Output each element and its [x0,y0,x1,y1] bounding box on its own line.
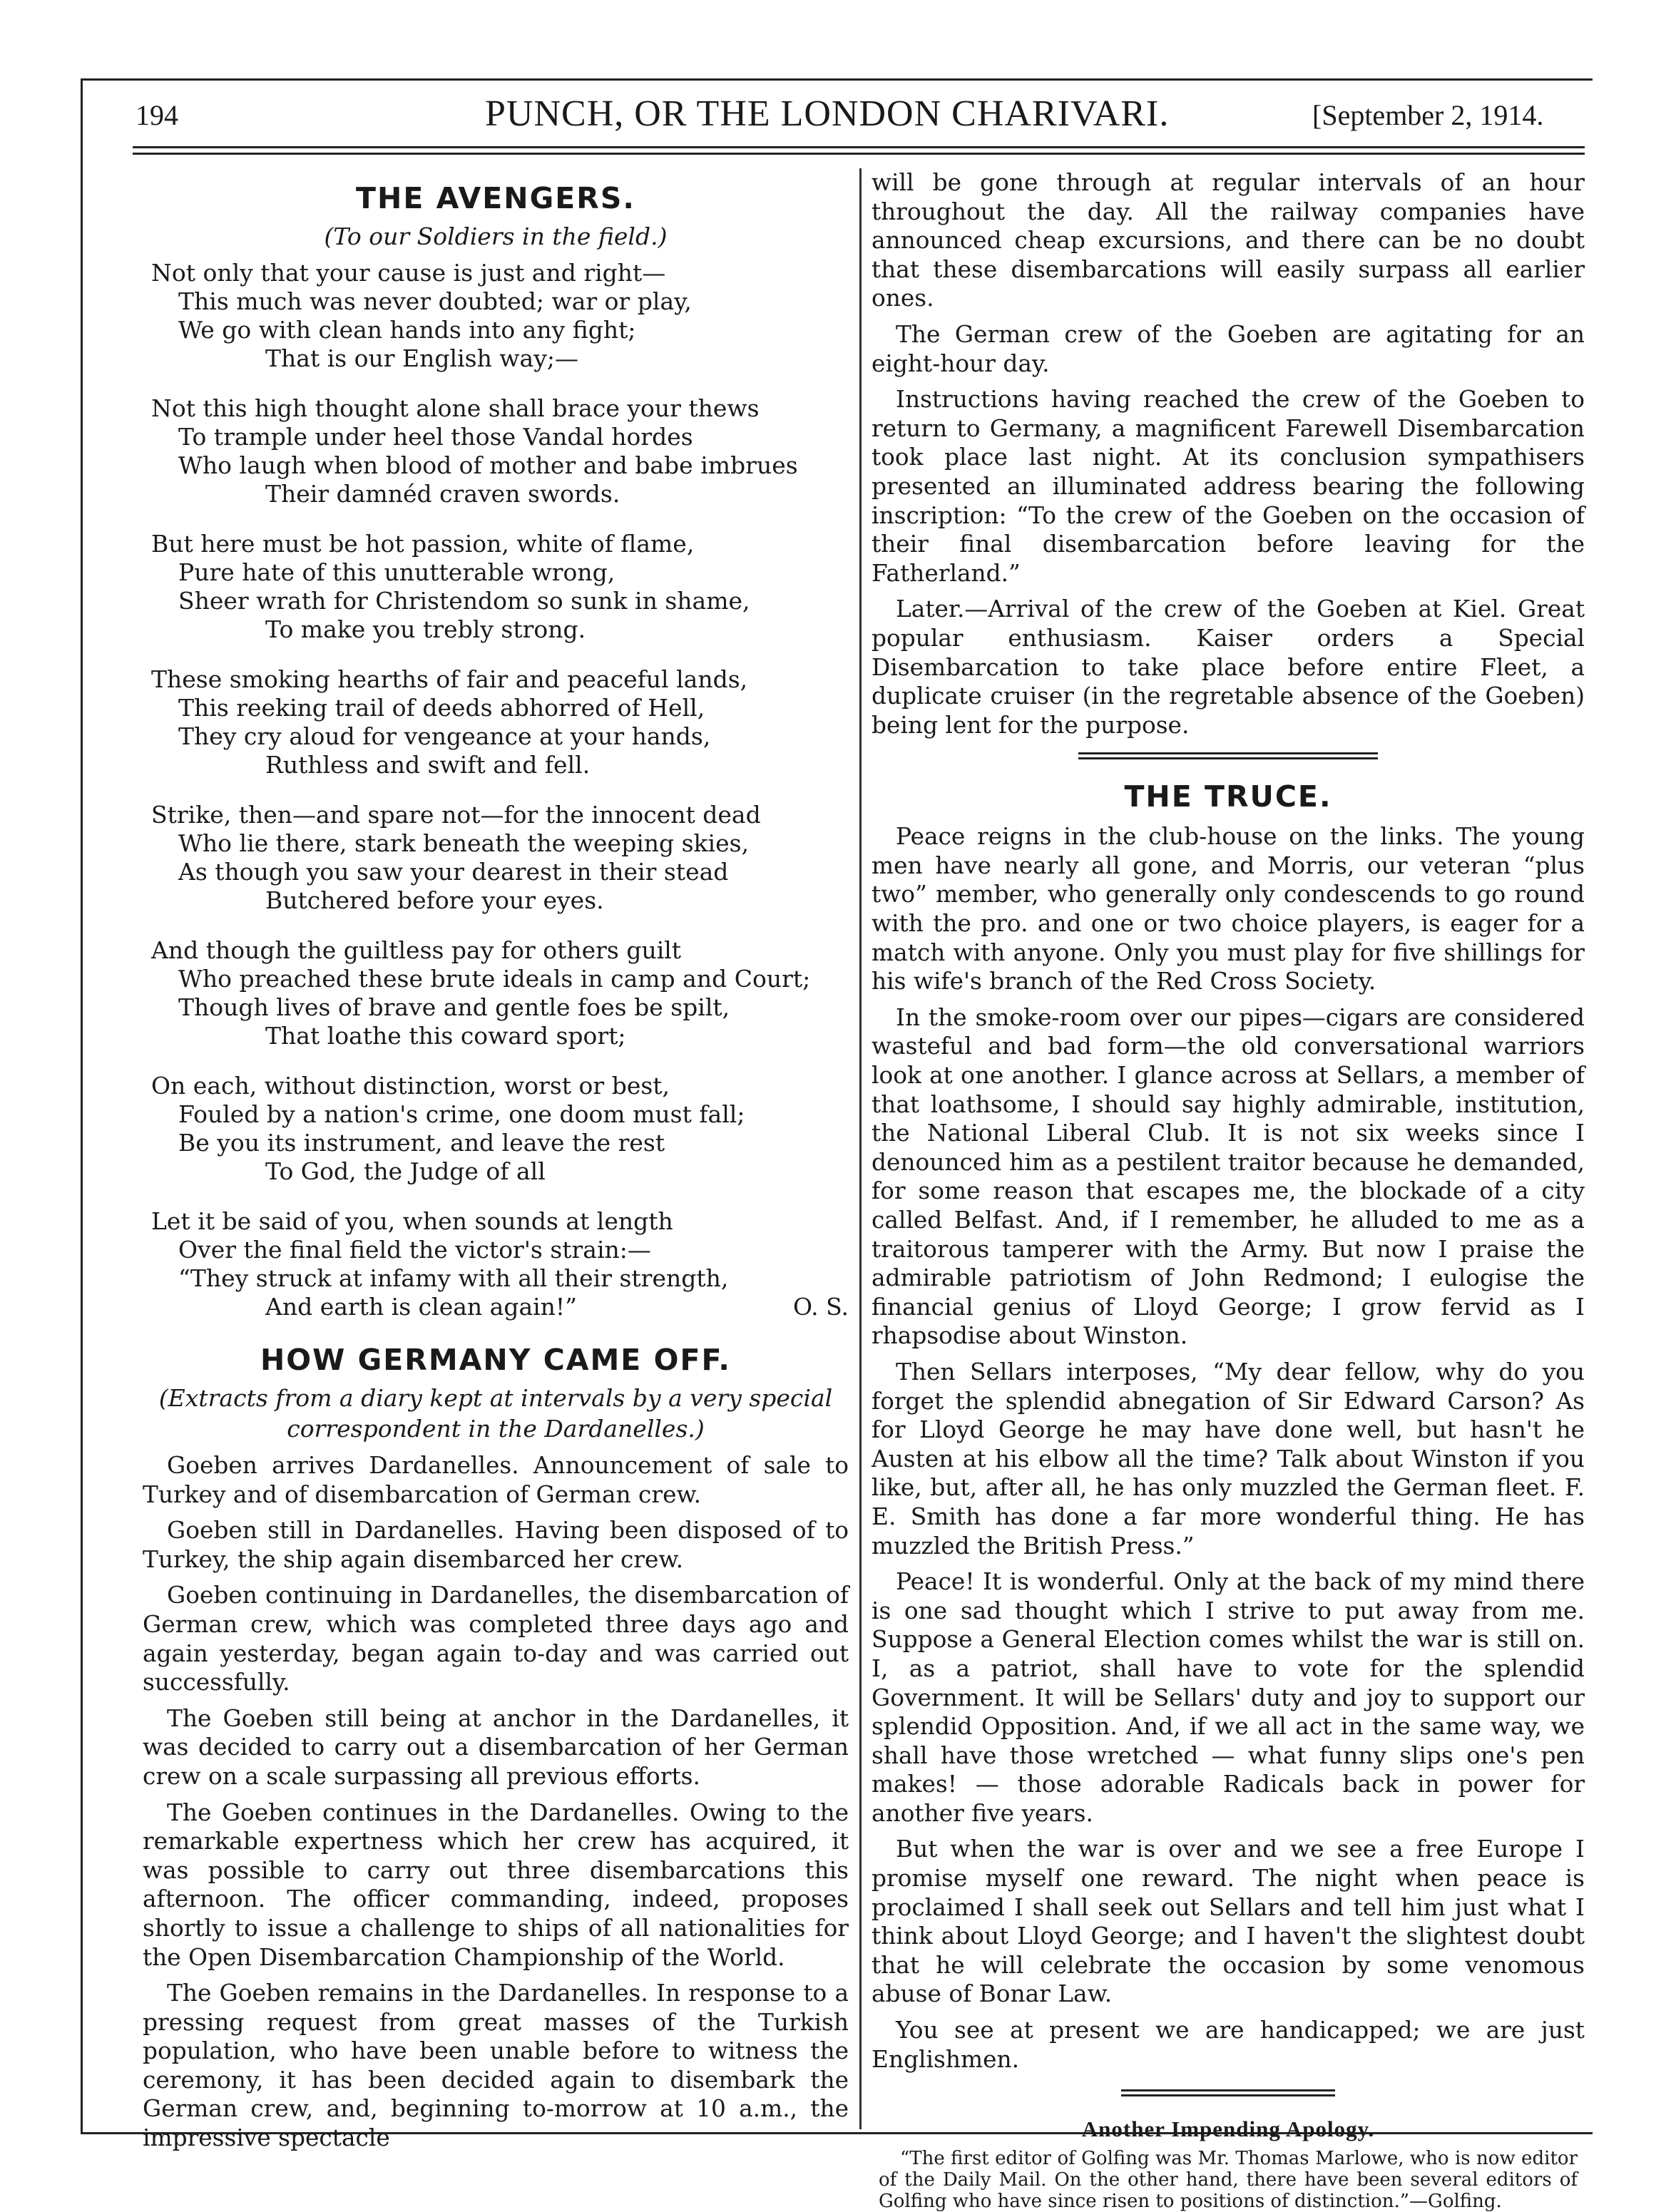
paragraph: Later.—Arrival of the crew of the Goeben at Kiel. Great popular enthusiasm. Kaiser orders a Special Disembarcation to take place before entire Fleet, a duplicate cruiser (in the regretable absence of the Goeben) being lent for the purpose. [872,595,1585,739]
poem-line: Ruthless and swift and fell. [265,751,591,779]
paragraph: Instructions having reached the crew of the Goeben to return to Germany, a magnificent Farewell Disembarcation took place last night. At its conclusion sympathisers presented an illuminated address bearing the following inscription: “To the crew of the Goeben on the occasion of their final disembarcation before leaving for the Fatherland.” [872,386,1585,587]
poem-subtitle: (To our Soldiers in the field.) [324,222,668,250]
poem-line: That loathe this coward sport; [265,1022,626,1050]
poem-line: Sheer wrath for Christendom so sunk in shame, [178,587,750,615]
paragraph: You see at present we are handicapped; we are just Englishmen. [872,2017,1585,2073]
poem-line: That is our English way;— [265,344,578,372]
page-number: 194 [136,99,178,131]
paragraph: The Goeben remains in the Dardanelles. In response to a pressing request from great masses of the Turkish population, who have been unable before to witness the ceremony, it has been decided again to disembark the German crew, and, beginning to-morrow at 10 a.m., the impressive spectacle [143,1980,849,2152]
publication-title: PUNCH, OR THE LONDON CHARIVARI. [485,93,1170,134]
paragraph: The Goeben continues in the Dardanelles. Owing to the remarkable expertness which her crew has acquired, it was possible to carry out three disembarcations this afternoon. The officer commanding, indeed, proposes shortly to issue a challenge to ships of all nationalities for the Open Disembarcation Championship of the World. [143,1798,849,1971]
paragraph: Peace reigns in the club-house on the links. The young men have nearly all gone, and Morris, our veteran “plus two” member, who generally only condescends to go round with the pro. and one or two choice players, is eager for a match with anyone. Only you must play for five shillings for his wife's branch of the Red Cross Society. [872,823,1585,995]
poem-stanza [151,530,849,644]
poem-line: But here must be hot passion, white of flame, [151,530,695,558]
paragraph: Goeben arrives Dardanelles. Announcement of sale to Turkey and of disembarcation of German crew. [143,1452,849,1508]
paragraph: The Goeben still being at anchor in the Dardanelles, it was decided to carry out a disembarcation of her German crew on a scale surpassing all previous efforts. [143,1704,849,1790]
germany-article-body [143,1451,849,2153]
paragraph: The German crew of the Goeben are agitating for an eight-hour day. [872,320,1585,377]
note-title: Another Impending Apology. [1081,2116,1375,2142]
germany-article-continued [872,168,1585,739]
poem-line: Pure hate of this unutterable wrong, [178,558,615,586]
poem-line: Strike, then—and spare not—for the innocent dead [151,801,761,829]
poem-line: Though lives of brave and gentle foes be spilt, [178,993,730,1021]
article-title-truce: THE TRUCE. [1124,779,1332,814]
paragraph: Goeben still in Dardanelles. Having been disposed of to Turkey, the ship again disembarced her crew. [143,1517,849,1573]
poem-line: Fouled by a nation's crime, one doom must fall; [178,1100,745,1128]
poem-line: To trample under heel those Vandal hordes [178,423,693,451]
poem-stanza [151,259,849,373]
poem-line: Not this high thought alone shall brace your thews [151,394,760,422]
poem-line: And earth is clean again!” O. S. [265,1293,849,1321]
poem-line: Who laugh when blood of mother and babe imbrues [178,451,798,479]
poem-line: Be you its instrument, and leave the rest [178,1129,665,1157]
left-column [143,168,849,2152]
poem-line: Not only that your cause is just and right— [151,259,666,287]
paragraph: In the smoke-room over our pipes—cigars are considered wasteful and bad form—the old conversational warriors look at one another. I glance across at Sellars, a member of that loathsome, I should say highly admirable, institution, the National Liberal Club. It is not six weeks since I denounced him as a pestilent traitor because he demanded, for some reason that escapes me, the blockade of a city called Belfast. And, if I remember, he alluded to me as a traitorous tamperer with the Army. But now I praise the admirable patriotism of John Redmond; I eulogise the financial genius of Lloyd George; I grow fervid as I rhapsodise about Winston. [872,1003,1585,1350]
issue-date: [September 2, 1914. [1312,99,1544,131]
poem-line: Their damnéd craven swords. [265,480,620,508]
note-text: “The first editor of Golfing was Mr. Thomas Marlowe, who is now editor of the Daily Mail. On the other hand, there have been several editors of Golfing who have since risen to positions of distinction.”—Golfing. [879,2148,1578,2212]
paragraph: will be gone through at regular intervals of an hour throughout the day. All the railway companies have announced cheap excursions, and there can be no doubt that these disembarcations will easily surpass all earlier ones. [872,169,1585,312]
right-column [872,168,1585,2212]
poem-line: These smoking hearths of fair and peaceful lands, [151,665,748,693]
poem-line: Over the final field the victor's strain:— [178,1236,651,1264]
poem-line: Who lie there, stark beneath the weeping skies, [178,829,750,857]
poem-signature: O. S. [792,1293,849,1321]
poem-line: This much was never doubted; war or play, [178,287,692,315]
header-rule [133,146,1585,148]
poem-line: As though you saw your dearest in their stead [178,858,729,886]
paragraph: Then Sellars interposes, “My dear fellow, why do you forget the splendid abnegation of Sir Edward Carson? As for Lloyd George he may have done well, but hasn't he Austen at his elbow all the time? Talk about Winston if you like, but, after all, he has only muzzled the German fleet. F. E. Smith has done a far more wonderful thing. He has muzzled the British Press.” [872,1358,1585,1560]
article-subtitle-germany: (Extracts from a diary kept at intervals by a very special correspondent in the Dardanelles.) [158,1384,833,1443]
page-frame-left [81,78,83,2134]
paragraph: But when the war is over and we see a free Europe I promise myself one reward. The night when peace is proclaimed I shall seek out Sellars and tell him just what I think about Lloyd George; and I haven't the slightest doubt that he will celebrate the occasion by some venomous abuse of Bonar Law. [872,1835,1585,2008]
poem-line: This reeking trail of deeds abhorred of Hell, [178,694,705,722]
section-divider [1121,2089,1335,2096]
article-title-germany: HOW GERMANY CAME OFF. [260,1343,732,1377]
poem-stanza [151,394,849,508]
poem-title: THE AVENGERS. [356,181,635,215]
poem-stanza [151,1207,849,1321]
poem-line: And though the guiltless pay for others guilt [151,936,682,964]
poem-line: To God, the Judge of all [265,1157,546,1185]
poem-line: Let it be said of you, when sounds at length [151,1207,673,1235]
section-divider [1078,752,1378,759]
poem-stanza [151,801,849,915]
truce-article-body [872,822,1585,2074]
poem-stanza [151,1072,849,1186]
paragraph: Goeben continuing in Dardanelles, the disembarcation of German crew, which was completed three days ago and again yesterday, began again to-day and was carried out successfully. [143,1582,849,1696]
poem-stanza [151,936,849,1050]
poem-stanza [151,665,849,779]
poem-line: Butchered before your eyes. [265,886,604,914]
poem-line: We go with clean hands into any fight; [178,316,636,344]
poem-line: To make you trebly strong. [265,615,586,643]
poem-line: “They struck at infamy with all their strength, [178,1264,729,1292]
poem-line: They cry aloud for vengeance at your hands, [178,722,711,750]
header-rule-secondary [133,153,1585,155]
poem-line: On each, without distinction, worst or best, [151,1072,670,1100]
poem-line: Who preached these brute ideals in camp and Court; [178,965,811,993]
poem-body [143,259,849,1321]
page-frame-top [81,78,1593,81]
column-divider [859,168,862,2129]
paragraph: Peace! It is wonderful. Only at the back of my mind there is one sad thought which I strive to put away from me. Suppose a General Election comes whilst the war is still on. I, as a patriot, shall have to vote for the splendid Government. It will be Sellars' duty and joy to support our splendid Opposition. And, if we all act in the same way, we shall have those wretched — what funny slips one's pen makes! — those adorable Radicals back in power for another five years. [872,1568,1585,1827]
